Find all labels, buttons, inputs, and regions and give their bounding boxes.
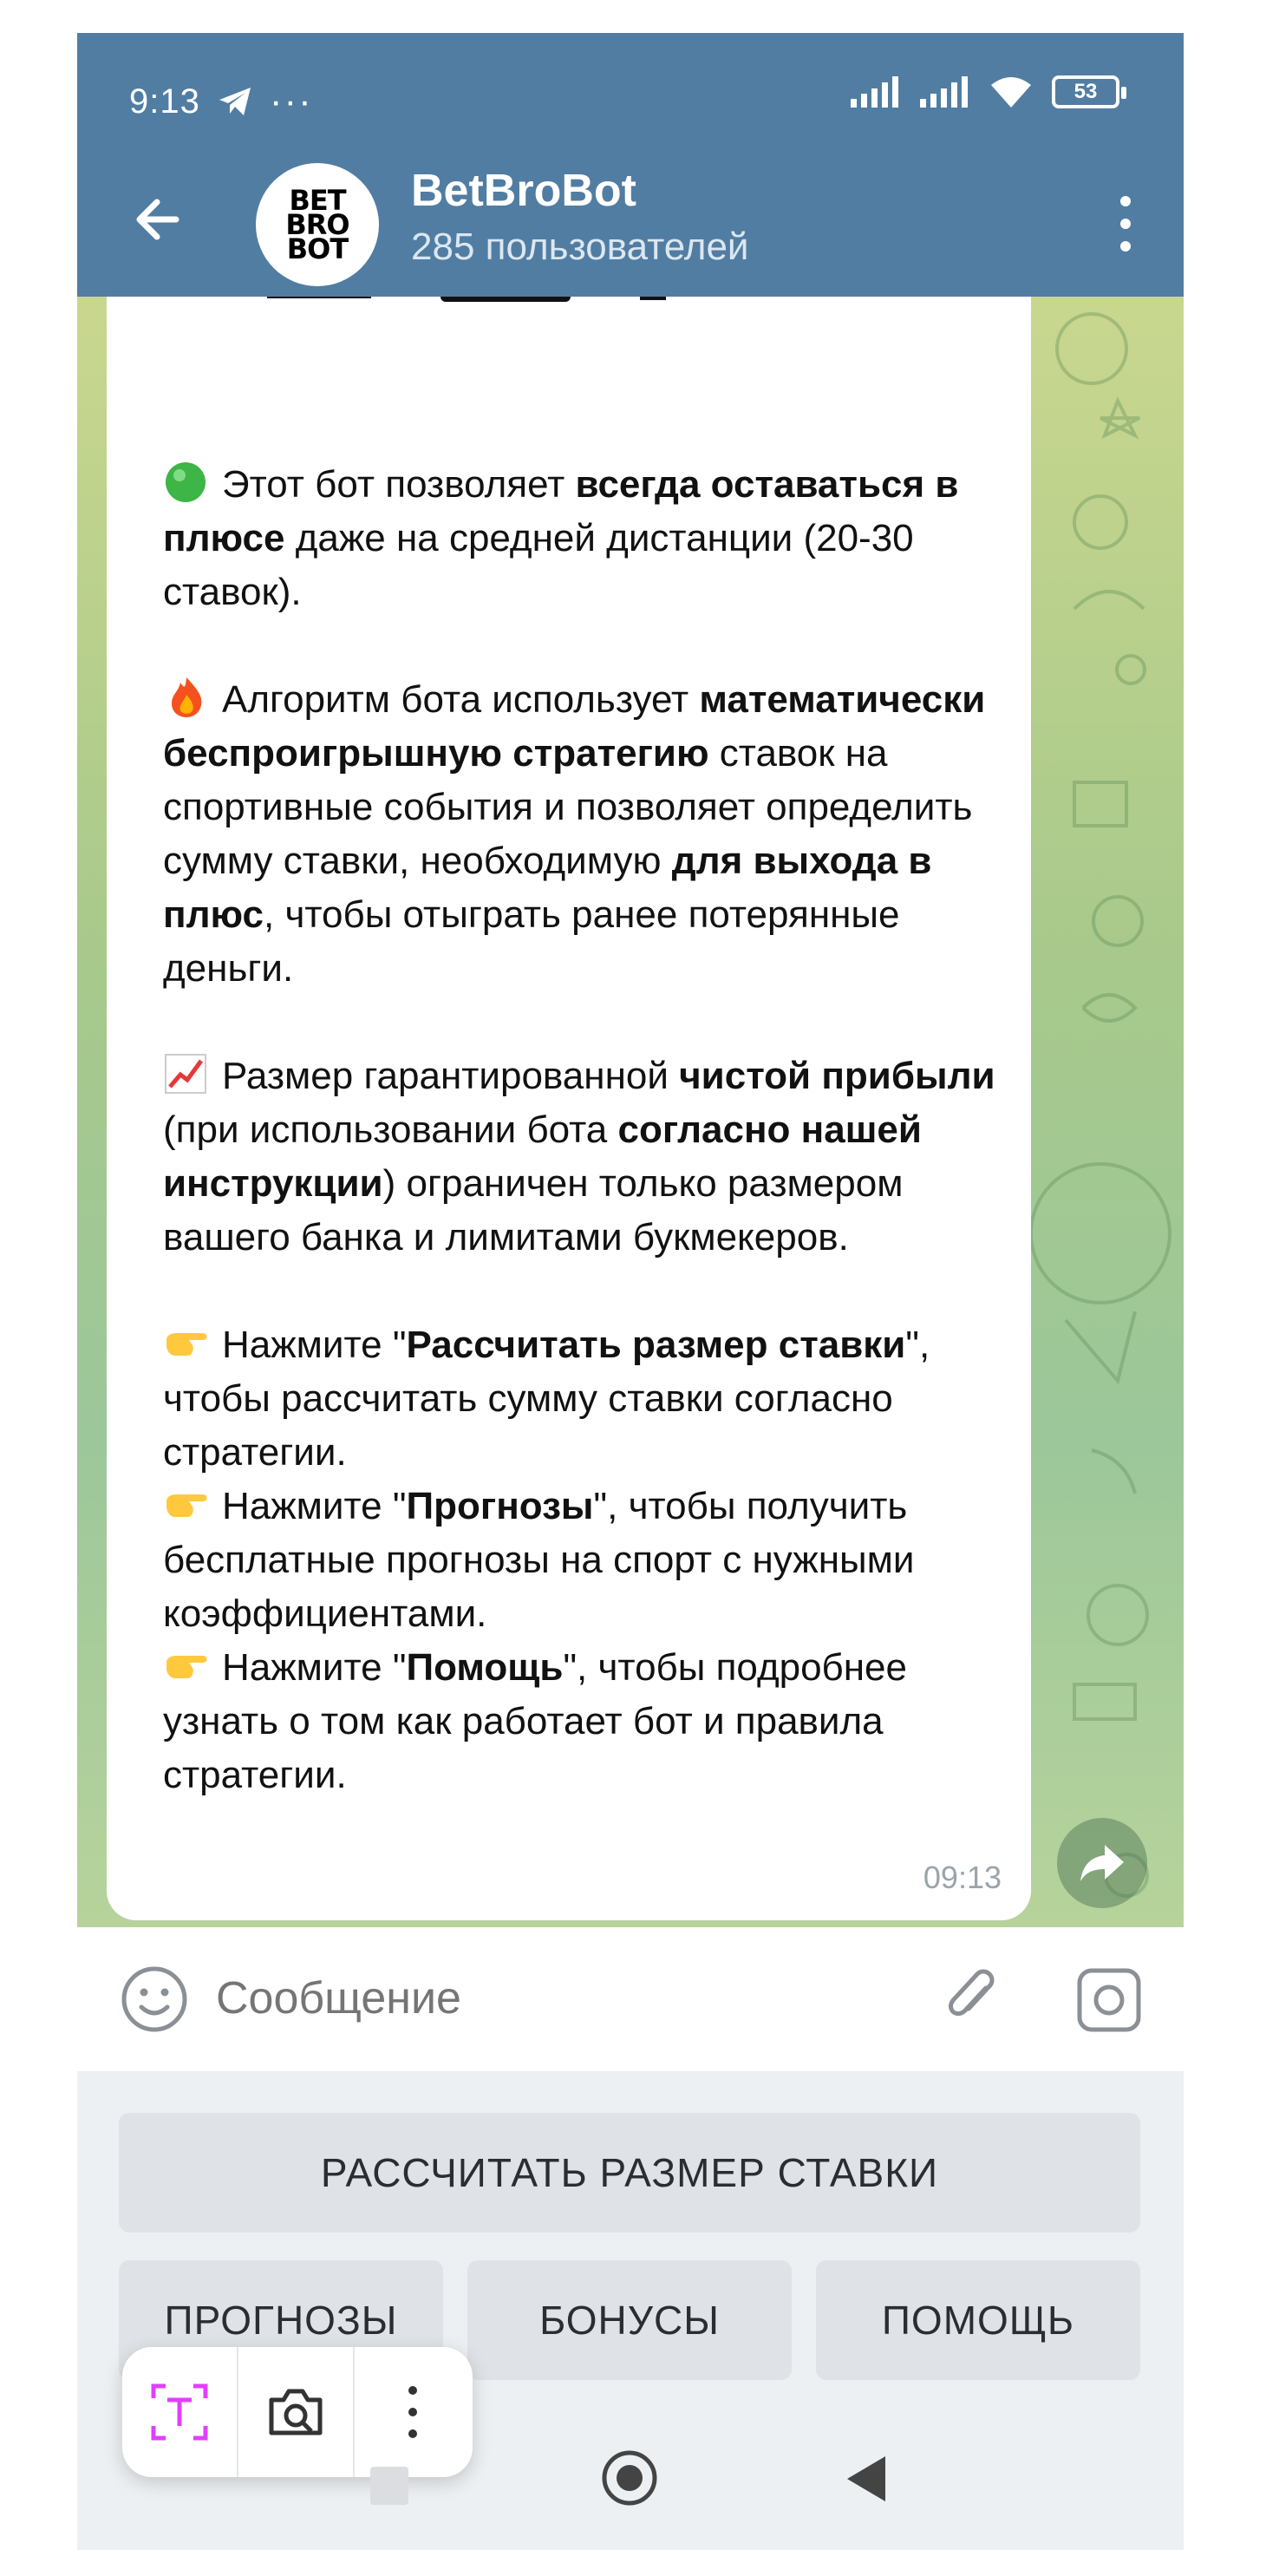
attach-icon[interactable] (936, 1962, 1007, 2033)
camera-icon[interactable] (1074, 1965, 1144, 2035)
signal-icon (851, 76, 901, 108)
more-vertical-icon[interactable] (1113, 189, 1139, 258)
forecasts-button[interactable]: ПРОГНОЗЫ (119, 2260, 443, 2380)
avatar[interactable] (256, 163, 379, 286)
composer (77, 1927, 1184, 2071)
bot-logo-fragment (267, 297, 787, 302)
text-recognition-icon (148, 2381, 211, 2443)
home-icon[interactable] (601, 2449, 658, 2507)
message-input[interactable] (216, 1962, 892, 2035)
status-icons (851, 75, 1119, 109)
help-button[interactable]: ПОМОЩЬ (816, 2260, 1140, 2380)
battery-level: 53 (1073, 80, 1098, 103)
share-button[interactable] (1057, 1818, 1147, 1908)
message-bubble (107, 297, 1031, 1920)
pointing-right-icon (163, 1321, 210, 1364)
text-scan-button[interactable] (122, 2347, 238, 2477)
status-bar (129, 80, 313, 123)
battery-icon (1052, 75, 1119, 108)
camera-search-icon (264, 2381, 327, 2443)
more-tools-button[interactable] (355, 2347, 471, 2477)
floating-toolbar (122, 2347, 473, 2477)
pointing-right-icon (163, 1644, 210, 1687)
chat-background (77, 297, 1184, 1927)
calculate-bet-button[interactable]: РАССЧИТАТЬ РАЗМЕР СТАВКИ (119, 2113, 1140, 2233)
wifi-icon (989, 75, 1033, 109)
more-vertical-icon (404, 2382, 421, 2442)
screenshot-button[interactable] (238, 2347, 355, 2477)
recents-icon[interactable] (370, 2467, 408, 2505)
telegram-icon (218, 86, 252, 117)
pointing-right-icon (163, 1482, 210, 1526)
message-text (163, 458, 1030, 1802)
message-paragraph: Этот бот позволяет всегда оставаться в плюсе даже на средней дистанции (20-30 ставок). (163, 458, 1030, 619)
more-notifications-icon: ··· (269, 80, 313, 122)
message-time: 09:13 (923, 1860, 1002, 1895)
nav-back-icon[interactable] (842, 2453, 894, 2505)
fire-icon (163, 676, 210, 719)
emoji-icon[interactable] (119, 1964, 190, 2035)
signal-icon (920, 76, 970, 108)
message-paragraph: Алгоритм бота использует математически беспроигрышную стратегию ставок на спортивные события и позволяет определить сумму ставки, необходимую для выхода в плюс, чтобы отыграть ранее потерянные деньги. (163, 673, 1030, 996)
status-time: 9:13 (129, 82, 200, 121)
message-paragraph: Размер гарантированной чистой прибыли (при использовании бота согласно нашей инструкции) ограничен только размером вашего банка и лимитами букмекеров. (163, 1049, 1030, 1265)
phone-screen (77, 33, 1184, 2550)
bonuses-button[interactable]: БОНУСЫ (467, 2260, 792, 2380)
avatar-line: BOT (286, 232, 349, 265)
share-icon (1079, 1843, 1126, 1883)
avatar-line: BET (289, 184, 346, 217)
avatar-line: BRO (285, 208, 349, 241)
back-arrow-icon[interactable] (127, 189, 188, 250)
chart-increasing-icon (163, 1052, 210, 1095)
green-circle-icon (163, 461, 210, 504)
chat-title[interactable]: BetBroBot (411, 166, 636, 216)
message-paragraph: Нажмите "Рассчитать размер ставки", чтобы рассчитать сумму ставки согласно стратегии. Нажмите "Прогнозы", чтобы получить бесплатные прогнозы на спорт с нужными коэффициентами. Нажмите "Помощь", чтобы подробнее узнать о том как работает бот и правила стратегии. (163, 1318, 1030, 1802)
app-bar (77, 33, 1184, 297)
member-count: 285 пользователей (411, 226, 749, 268)
